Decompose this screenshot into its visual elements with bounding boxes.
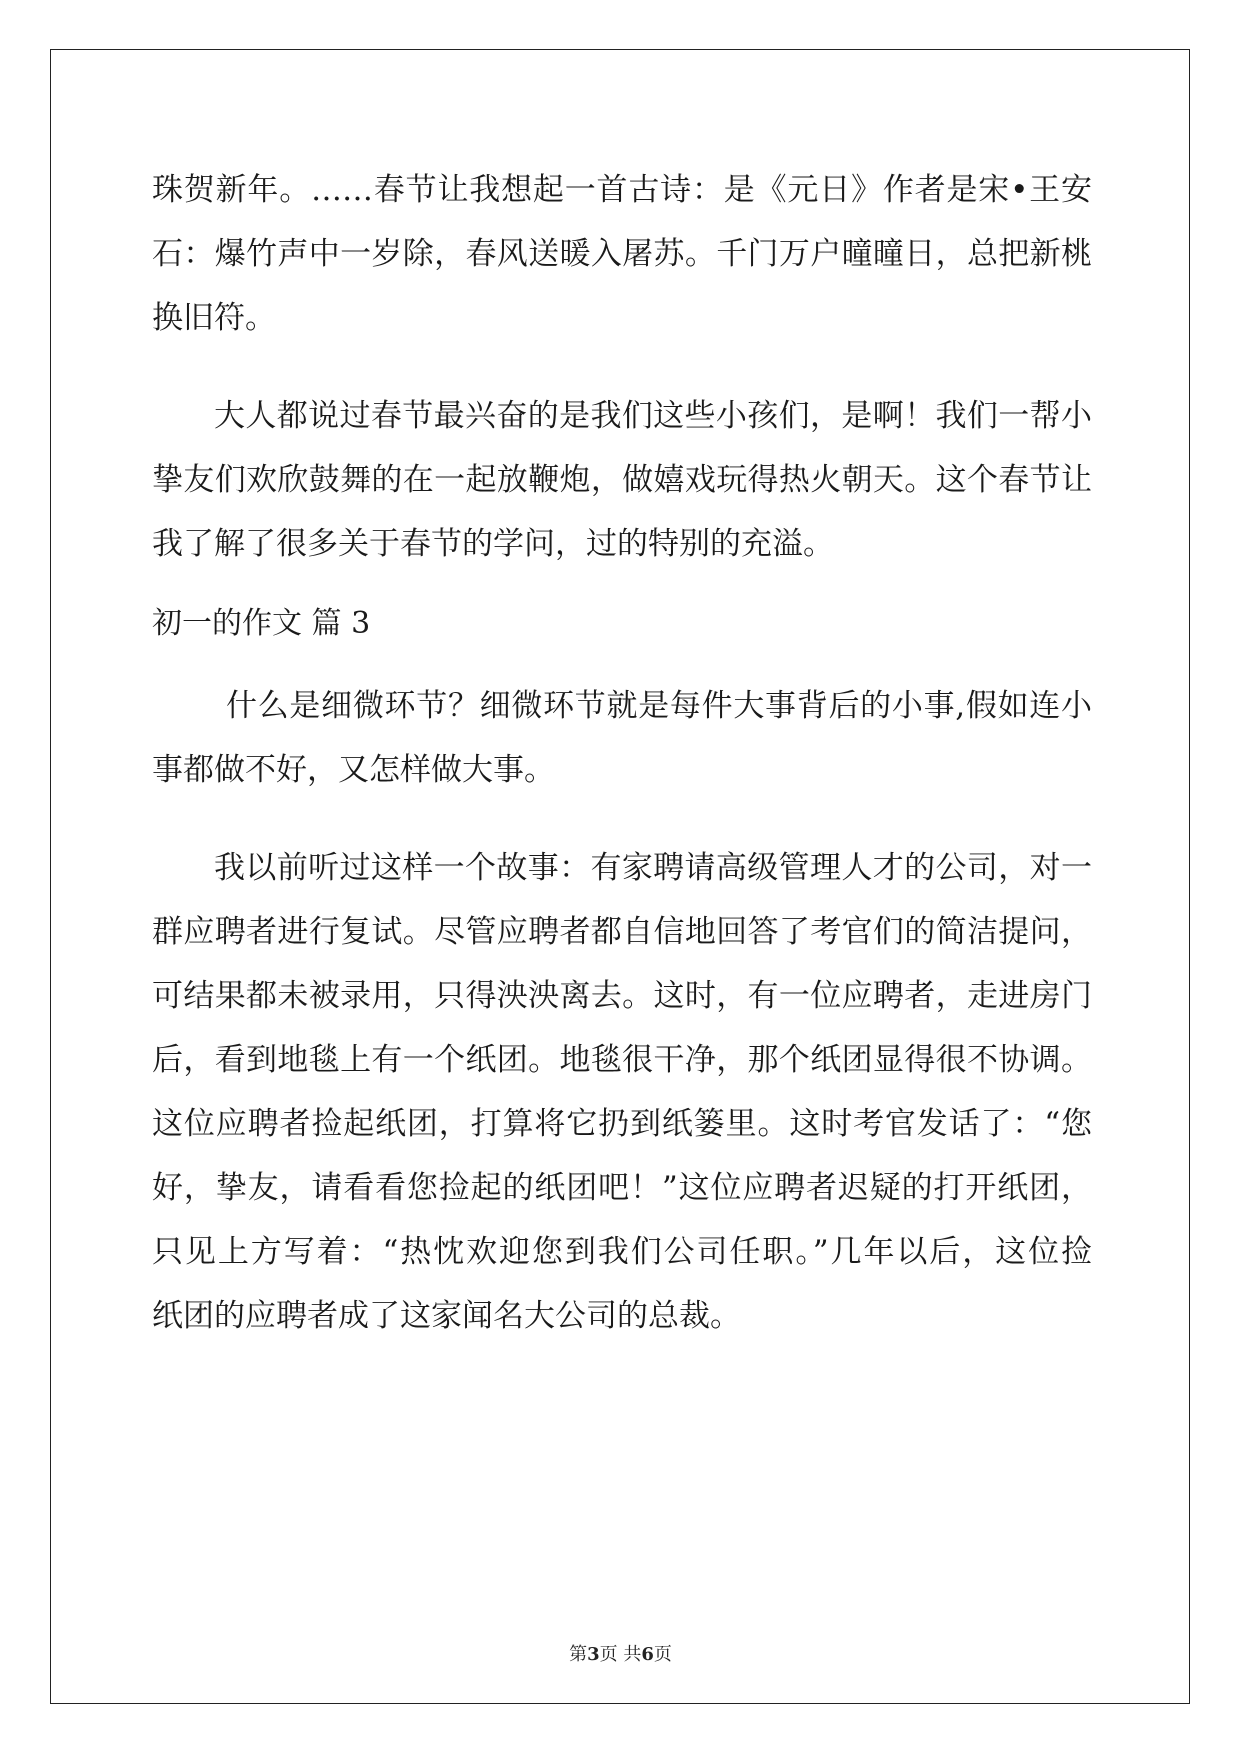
footer-mid: 页 共 — [599, 1644, 642, 1665]
text-line: 挚友们欢欣鼓舞的在一起放鞭炮，做嬉戏玩得热火朝天。这个春节让 — [152, 462, 1092, 498]
text-line: 大人都说过春节最兴奋的是我们这些小孩们，是啊！我们一帮小 — [214, 398, 1092, 434]
text-line: 纸团的应聘者成了这家闻名大公司的总裁。 — [152, 1298, 741, 1334]
text-line: 只见上方写着：“热忱欢迎您到我们公司任职。”几年以后，这位捡 — [152, 1234, 1092, 1270]
text-line: 我了解了很多关于春节的学问，过的特别的充溢。 — [152, 526, 834, 562]
text-line: 珠贺新年。……春节让我想起一首古诗：是《元日》作者是宋•王安 — [152, 172, 1092, 208]
text-line: 我以前听过这样一个故事：有家聘请高级管理人才的公司，对一 — [214, 850, 1092, 886]
section-heading: 初一的作文 篇 3 — [152, 606, 371, 641]
document-body — [152, 158, 1092, 1348]
text-line: 好，挚友，请看看您捡起的纸团吧！”这位应聘者迟疑的打开纸团， — [152, 1170, 1092, 1206]
text-line: 什么是细微环节？细微环节就是每件大事背后的小事,假如连小 — [226, 688, 1092, 724]
footer-suffix: 页 — [653, 1644, 672, 1665]
paragraph — [152, 836, 1092, 1348]
text-line: 可结果都未被录用，只得泱泱离去。这时，有一位应聘者，走进房门 — [152, 978, 1092, 1014]
text-line: 换旧符。 — [152, 300, 276, 336]
text-line: 事都做不好，又怎样做大事。 — [152, 752, 555, 788]
paragraph — [152, 158, 1092, 350]
footer-prefix: 第 — [569, 1644, 588, 1665]
current-page-number: 3 — [587, 1644, 600, 1665]
total-page-count: 6 — [641, 1644, 654, 1665]
text-line: 群应聘者进行复试。尽管应聘者都自信地回答了考官们的简洁提问， — [152, 914, 1092, 950]
paragraph — [152, 384, 1092, 576]
text-line: 这位应聘者捡起纸团，打算将它扔到纸篓里。这时考官发话了：“您 — [152, 1106, 1092, 1142]
paragraph — [152, 674, 1092, 802]
text-line: 后，看到地毯上有一个纸团。地毯很干净，那个纸团显得很不协调。 — [152, 1042, 1092, 1078]
page-footer — [0, 1640, 1241, 1666]
text-line: 石：爆竹声中一岁除，春风送暖入屠苏。千门万户曈曈日，总把新桃 — [152, 236, 1092, 272]
